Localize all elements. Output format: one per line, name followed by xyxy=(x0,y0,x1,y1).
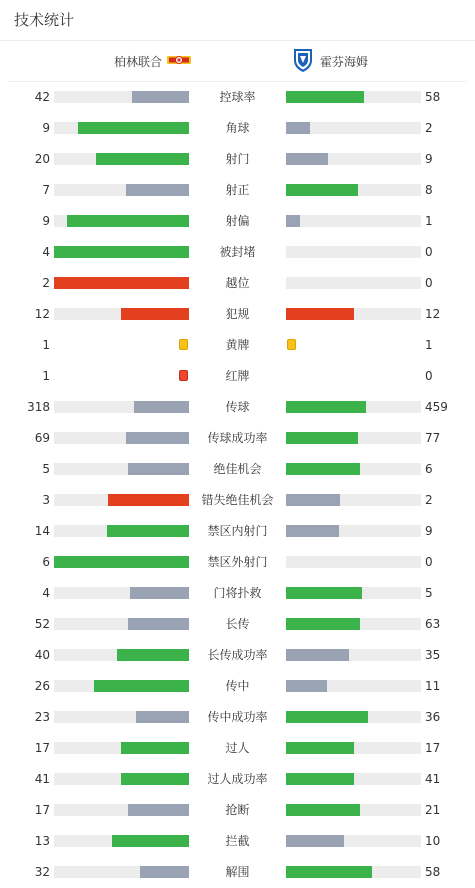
away-bar-fill xyxy=(286,835,344,847)
away-bar-track xyxy=(286,184,421,196)
home-bar-track xyxy=(54,680,189,692)
home-bar-track xyxy=(54,804,189,816)
home-value: 1 xyxy=(42,338,50,352)
union-berlin-crest-icon xyxy=(166,53,192,70)
home-value: 52 xyxy=(34,617,50,631)
away-bar-track xyxy=(286,432,421,444)
away-bar-fill xyxy=(286,587,362,599)
stat-label: 角球 xyxy=(225,121,250,135)
away-bar-track xyxy=(286,463,421,475)
away-bar-track xyxy=(286,122,421,134)
away-bar-fill xyxy=(286,463,360,475)
away-bar-fill xyxy=(286,742,354,754)
stat-label: 犯规 xyxy=(225,307,250,321)
stat-label: 射偏 xyxy=(225,214,250,228)
away-value: 6 xyxy=(425,462,433,476)
home-value: 4 xyxy=(42,586,50,600)
stat-row xyxy=(0,489,475,511)
home-bar-fill xyxy=(132,91,189,103)
red-card-icon xyxy=(179,370,188,381)
home-bar-track xyxy=(54,649,189,661)
away-value: 10 xyxy=(425,834,441,848)
home-bar-track xyxy=(54,463,189,475)
away-value: 41 xyxy=(425,772,441,786)
yellow-card-icon xyxy=(179,339,188,350)
away-value: 9 xyxy=(425,152,433,166)
stat-row xyxy=(0,706,475,728)
away-value: 0 xyxy=(425,369,433,383)
page-title: 技术统计 xyxy=(14,11,75,29)
home-team-header xyxy=(114,48,192,74)
home-bar-fill xyxy=(112,835,189,847)
away-bar-fill xyxy=(286,401,366,413)
home-bar-fill xyxy=(140,866,189,878)
home-bar-fill xyxy=(128,804,189,816)
away-bar-track xyxy=(286,680,421,692)
home-value: 23 xyxy=(34,710,50,724)
hoffenheim-crest-icon xyxy=(292,47,314,76)
stat-row xyxy=(0,86,475,108)
stat-row xyxy=(0,303,475,325)
away-value: 8 xyxy=(425,183,433,197)
away-bar-fill xyxy=(286,215,300,227)
away-bar-fill xyxy=(286,804,360,816)
home-bar-fill xyxy=(78,122,189,134)
stat-row xyxy=(0,520,475,542)
home-bar-fill xyxy=(121,742,189,754)
away-bar-track xyxy=(286,91,421,103)
away-value: 1 xyxy=(425,214,433,228)
away-bar-track xyxy=(286,215,421,227)
away-bar-track xyxy=(286,246,421,258)
stat-row xyxy=(0,675,475,697)
stat-label: 过人 xyxy=(225,741,250,755)
home-bar-track xyxy=(54,835,189,847)
home-bar-fill xyxy=(134,401,189,413)
stat-label: 过人成功率 xyxy=(207,772,268,786)
stat-row xyxy=(0,644,475,666)
away-bar-fill xyxy=(286,153,328,165)
away-value: 58 xyxy=(425,90,441,104)
away-value: 0 xyxy=(425,276,433,290)
home-bar-track xyxy=(54,91,189,103)
home-value: 26 xyxy=(34,679,50,693)
away-bar-fill xyxy=(286,432,358,444)
away-value: 12 xyxy=(425,307,441,321)
away-bar-track xyxy=(286,308,421,320)
home-bar-fill xyxy=(130,587,189,599)
home-value: 1 xyxy=(42,369,50,383)
home-bar-fill xyxy=(126,432,189,444)
stat-label: 绝佳机会 xyxy=(213,462,262,476)
home-value: 12 xyxy=(34,307,50,321)
away-bar-fill xyxy=(286,866,372,878)
home-bar-fill xyxy=(136,711,189,723)
away-bar-track xyxy=(286,277,421,289)
away-bar-fill xyxy=(286,308,354,320)
home-bar-track xyxy=(54,184,189,196)
home-bar-track xyxy=(54,742,189,754)
home-value: 4 xyxy=(42,245,50,259)
stat-label: 传中 xyxy=(225,679,250,693)
away-value: 5 xyxy=(425,586,433,600)
home-bar-track xyxy=(54,215,189,227)
home-value: 41 xyxy=(34,772,50,786)
away-bar-fill xyxy=(286,525,339,537)
away-bar-track xyxy=(286,742,421,754)
away-value: 21 xyxy=(425,803,441,817)
home-value: 3 xyxy=(42,493,50,507)
stat-row xyxy=(0,768,475,790)
home-value: 32 xyxy=(34,865,50,879)
home-bar-track xyxy=(54,525,189,537)
away-bar-fill xyxy=(286,680,327,692)
stat-label: 禁区内射门 xyxy=(207,524,268,538)
home-bar-fill xyxy=(67,215,189,227)
away-bar-track xyxy=(286,494,421,506)
home-bar-track xyxy=(54,246,189,258)
stat-row xyxy=(0,613,475,635)
home-bar-fill xyxy=(126,184,189,196)
home-bar-fill xyxy=(128,618,189,630)
home-bar-fill xyxy=(117,649,189,661)
away-bar-fill xyxy=(286,649,349,661)
home-value: 42 xyxy=(34,90,50,104)
away-value: 2 xyxy=(425,121,433,135)
away-value: 63 xyxy=(425,617,441,631)
stat-row xyxy=(0,148,475,170)
home-bar-track xyxy=(54,277,189,289)
home-value: 318 xyxy=(27,400,50,414)
home-bar-track xyxy=(54,773,189,785)
stat-label: 控球率 xyxy=(219,90,256,104)
home-value: 5 xyxy=(42,462,50,476)
away-value: 58 xyxy=(425,865,441,879)
home-bar-track xyxy=(54,308,189,320)
away-value: 77 xyxy=(425,431,441,445)
away-bar-track xyxy=(286,835,421,847)
stat-row xyxy=(0,830,475,852)
stat-row xyxy=(0,458,475,480)
home-bar-fill xyxy=(121,308,189,320)
stat-label: 射正 xyxy=(225,183,250,197)
stat-label: 传球 xyxy=(225,400,250,414)
home-bar-fill xyxy=(121,773,189,785)
stat-label: 越位 xyxy=(225,276,250,290)
away-bar-track xyxy=(286,153,421,165)
stat-label: 拦截 xyxy=(225,834,250,848)
away-bar-track xyxy=(286,649,421,661)
away-bar-track xyxy=(286,773,421,785)
stat-row xyxy=(0,551,475,573)
home-value: 9 xyxy=(42,121,50,135)
home-bar-track xyxy=(54,432,189,444)
away-value: 2 xyxy=(425,493,433,507)
home-bar-fill xyxy=(54,277,189,289)
away-value: 35 xyxy=(425,648,441,662)
away-bar-track xyxy=(286,556,421,568)
away-bar-fill xyxy=(286,91,364,103)
home-team-name: 柏林联合 xyxy=(113,54,162,69)
home-value: 6 xyxy=(42,555,50,569)
away-value: 17 xyxy=(425,741,441,755)
away-bar-fill xyxy=(286,494,340,506)
home-value: 7 xyxy=(42,183,50,197)
home-bar-track xyxy=(54,556,189,568)
stat-row xyxy=(0,210,475,232)
away-bar-track xyxy=(286,587,421,599)
home-bar-track xyxy=(54,494,189,506)
away-bar-fill xyxy=(286,184,358,196)
home-value: 40 xyxy=(34,648,50,662)
away-bar-track xyxy=(286,711,421,723)
home-bar-track xyxy=(54,153,189,165)
title-divider xyxy=(0,40,475,41)
stat-label: 长传成功率 xyxy=(207,648,268,662)
home-value: 2 xyxy=(42,276,50,290)
away-team-name: 霍芬海姆 xyxy=(320,54,369,69)
away-bar-fill xyxy=(286,618,360,630)
stat-row xyxy=(0,427,475,449)
home-bar-track xyxy=(54,587,189,599)
home-bar-fill xyxy=(94,680,189,692)
home-value: 9 xyxy=(42,214,50,228)
home-bar-fill xyxy=(107,525,189,537)
away-bar-track xyxy=(286,866,421,878)
home-bar-track xyxy=(54,711,189,723)
stat-label: 门将扑救 xyxy=(213,586,262,600)
stat-label: 禁区外射门 xyxy=(207,555,268,569)
stat-label: 传球成功率 xyxy=(207,431,268,445)
stat-row xyxy=(0,582,475,604)
stat-row xyxy=(0,365,475,387)
away-bar-fill xyxy=(286,773,354,785)
away-bar-track xyxy=(286,804,421,816)
away-value: 1 xyxy=(425,338,433,352)
home-bar-fill xyxy=(108,494,189,506)
stat-label: 解围 xyxy=(225,865,250,879)
stat-row xyxy=(0,179,475,201)
stat-row xyxy=(0,737,475,759)
stat-label: 长传 xyxy=(225,617,250,631)
home-bar-track xyxy=(54,618,189,630)
stat-row xyxy=(0,334,475,356)
away-value: 0 xyxy=(425,245,433,259)
away-value: 459 xyxy=(425,400,448,414)
home-bar-track xyxy=(54,401,189,413)
stat-label: 传中成功率 xyxy=(207,710,268,724)
stat-label: 错失绝佳机会 xyxy=(201,493,274,507)
home-bar-track xyxy=(54,866,189,878)
home-bar-fill xyxy=(128,463,189,475)
home-value: 20 xyxy=(34,152,50,166)
teams-divider xyxy=(8,81,466,82)
yellow-card-icon xyxy=(287,339,296,350)
stat-row xyxy=(0,396,475,418)
home-bar-fill xyxy=(54,556,189,568)
stat-label: 抢断 xyxy=(225,803,250,817)
stat-row xyxy=(0,241,475,263)
away-bar-track xyxy=(286,618,421,630)
home-value: 69 xyxy=(34,431,50,445)
stat-label: 射门 xyxy=(225,152,250,166)
home-value: 14 xyxy=(34,524,50,538)
away-value: 11 xyxy=(425,679,441,693)
away-bar-track xyxy=(286,525,421,537)
home-bar-fill xyxy=(96,153,189,165)
away-team-header xyxy=(292,48,368,74)
away-value: 0 xyxy=(425,555,433,569)
home-value: 17 xyxy=(34,803,50,817)
stat-row xyxy=(0,861,475,883)
stat-row xyxy=(0,117,475,139)
home-value: 17 xyxy=(34,741,50,755)
away-bar-track xyxy=(286,401,421,413)
stat-label: 被封堵 xyxy=(219,245,256,259)
away-bar-fill xyxy=(286,122,310,134)
away-bar-fill xyxy=(286,711,368,723)
home-bar-track xyxy=(54,122,189,134)
stat-label: 红牌 xyxy=(225,369,250,383)
stat-label: 黄牌 xyxy=(225,338,250,352)
home-bar-fill xyxy=(54,246,189,258)
stat-row xyxy=(0,272,475,294)
home-value: 13 xyxy=(34,834,50,848)
away-value: 9 xyxy=(425,524,433,538)
away-value: 36 xyxy=(425,710,441,724)
stat-row xyxy=(0,799,475,821)
